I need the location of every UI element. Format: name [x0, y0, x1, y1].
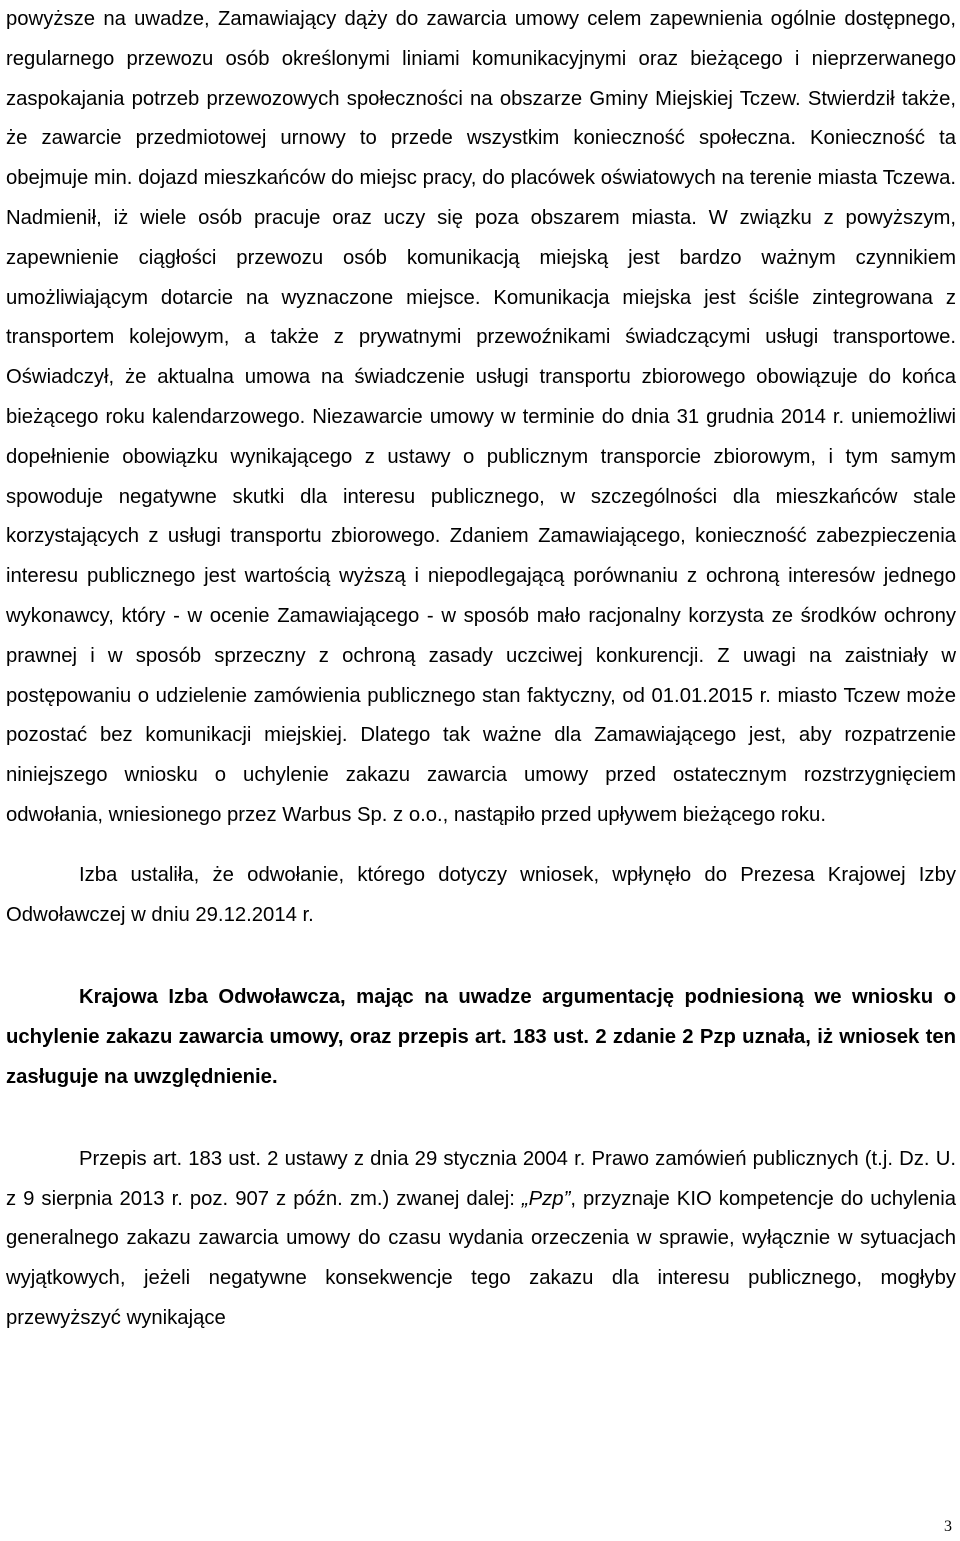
- pzp-abbreviation: „Pzp”: [521, 1187, 571, 1210]
- paragraph-appeal-date: Izba ustaliła, że odwołanie, którego dotyczy wniosek, wpłynęło do Prezesa Krajowej Izby Odwoławczej w dniu 29.12.2014 r.: [6, 863, 956, 926]
- paragraph-request-justification: powyższe na uwadze, Zamawiający dąży do zawarcia umowy celem zapewnienia ogólnie dostępnego, regularnego przewozu osób określonymi liniami komunikacyjnymi oraz bieżącego i nieprzerwanego zaspokajania potrzeb przewozowych społeczności na obszarze Gminy Miejskiej Tczew. Stwierdził także, że zawarcie przedmiotowej urnowy to przede wszystkim konieczność społeczna. Konieczność ta obejmuje min. dojazd mieszkańców do miejsc pracy, do placówek oświatowych na terenie miasta Tczewa. Nadmienił, iż wiele osób pracuje oraz uczy się poza obszarem miasta. W związku z powyższym, zapewnienie ciągłości przewozu osób komunikacją miejską jest bardzo ważnym czynnikiem umożliwiającym dotarcie na wyznaczone miejsce. Komunikacja miejska jest ściśle zintegrowana z transportem kolejowym, a także z prywatnymi przewoźnikami świadczącymi usługi transportowe. Oświadczył, że aktualna umowa na świadczenie usługi transportu zbiorowego obowiązuje do końca bieżącego roku kalendarzowego. Niezawarcie umowy w terminie do dnia 31 grudnia 2014 r. uniemożliwi dopełnienie obowiązku wynikającego z ustawy o publicznym transporcie zbiorowym, i tym samym spowoduje negatywne skutki dla interesu publicznego, w szczególności dla mieszkańców stale korzystających z usługi transportu zbiorowego. Zdaniem Zamawiającego, konieczność zabezpieczenia interesu publicznego jest wartością wyższą i niepodlegającą porównaniu z ochroną interesów jednego wykonawcy, który - w ocenie Zamawiającego - w sposób mało racjonalny korzysta ze środków ochrony prawnej i w sposób sprzeczny z ochroną zasady uczciwej konkurencji. Z uwagi na zaistniały w postępowaniu o udzielenie zamówienia publicznego stan faktyczny, od 01.01.2015 r. miasto Tczew może pozostać bez komunikacji miejskiej. Dlatego tak ważne dla Zamawiającego jest, aby rozpatrzenie niniejszego wniosku o uchylenie zakazu zawarcia umowy przed ostatecznym rozstrzygnięciem odwołania, wniesionego przez Warbus Sp. z o.o., nastąpiło przed upływem bieżącego roku.: [6, 8, 956, 826]
- paragraph-legal-basis: [6, 1140, 956, 1339]
- document-page: [6, 0, 956, 1339]
- legal-basis-text-start: Przepis art. 183 ust. 2 ustawy z dnia 29 stycznia 2004 r. Prawo zamówień publicznych (t.j. Dz. U. z 9 sierpnia 2013 r. poz. 907 z późn. zm.) zwanej dalej:: [6, 1147, 956, 1210]
- paragraph-ruling-bold: Krajowa Izba Odwoławcza, mając na uwadze argumentację podniesioną we wniosku o uchylenie zakazu zawarcia umowy, oraz przepis art. 183 ust. 2 zdanie 2 Pzp uznała, iż wniosek ten zasługuje na uwzględnienie.: [6, 986, 956, 1088]
- page-number: 3: [944, 1518, 952, 1535]
- legal-basis-text-end: , przyznaje KIO kompetencje do uchylenia generalnego zakazu zawarcia umowy do czasu wydania orzeczenia w sprawie, wyłącznie w sytuacjach wyjątkowych, jeżeli negatywne konsekwencje tego zakazu dla interesu publicznego, mogłyby przewyższyć wynikające: [6, 1187, 956, 1329]
